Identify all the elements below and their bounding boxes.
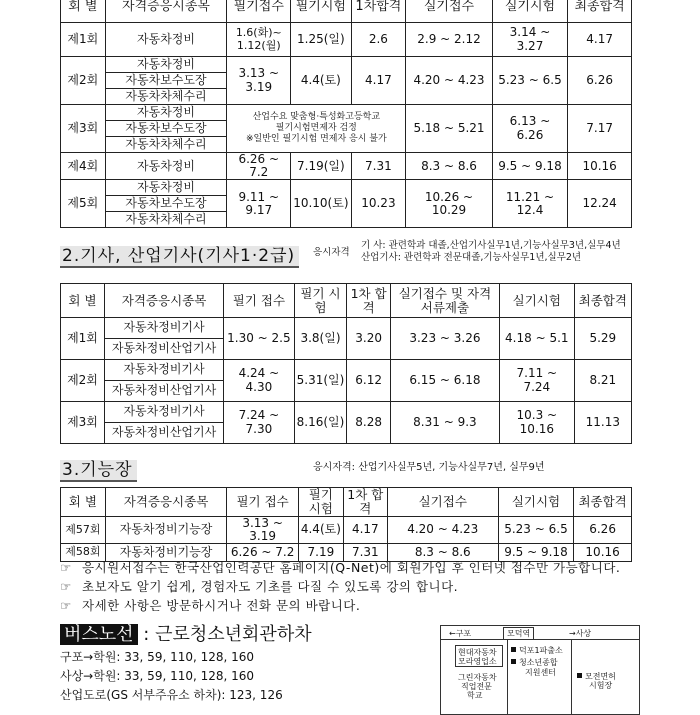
map-label: 모전면허	[585, 672, 616, 681]
bus-route-title	[60, 620, 312, 646]
final-pass-cell: 4.17	[568, 23, 632, 57]
round-cell: 제5회	[61, 180, 106, 228]
final-pass-cell: 5.29	[574, 318, 631, 360]
written-reg-cell: 3.13 ~ 3.19	[227, 516, 299, 543]
practical-exam-cell: 9.5 ~ 9.18	[492, 153, 568, 180]
schedule-table-2	[60, 283, 632, 444]
qualification-line: 응시자격: 산업기사실무5년, 기능사실무7년, 실무9년	[313, 462, 545, 473]
practical-reg-cell: 10.26 ~ 10.29	[406, 180, 492, 228]
map-label: 덕포1파출소	[519, 646, 563, 655]
header-cell: 실기시험	[498, 488, 573, 517]
written-exam-cell: 10.10(토)	[291, 180, 351, 228]
written-exam-cell: 7.19	[298, 543, 343, 561]
practical-exam-cell: 11.21 ~ 12.4	[492, 180, 568, 228]
item-cell: 자동차정비	[105, 23, 227, 57]
round-cell: 제2회	[61, 57, 106, 105]
round-cell: 제58회	[61, 543, 106, 561]
written-reg-cell: 1.30 ~ 2.5	[224, 318, 295, 360]
bus-colon: :	[143, 624, 150, 645]
note-item	[60, 558, 620, 576]
pointing-hand-icon: ☞	[60, 579, 72, 594]
header-cell: 실기접수 및 자격서류제출	[390, 284, 499, 318]
written-reg-cell: 7.24 ~ 7.30	[224, 402, 295, 444]
item-cell: 자동차정비	[105, 180, 227, 196]
practical-reg-cell: 6.15 ~ 6.18	[390, 360, 499, 402]
bus-line: 구포→학원: 33, 59, 110, 128, 160	[60, 650, 255, 664]
bus-line: 사상→학원: 33, 59, 110, 128, 160	[60, 669, 255, 683]
map-label: 직업전문	[461, 682, 492, 691]
item-cell: 자동차정비산업기사	[104, 423, 223, 444]
header-cell: 필기접수	[227, 0, 291, 23]
section-2-title: 2.기사, 산업기사(기사1·2급)	[60, 241, 299, 266]
written-reg-cell: 6.26 ~ 7.2	[227, 153, 291, 180]
practical-exam-cell: 6.13 ~ 6.26	[492, 105, 568, 153]
practical-reg-cell: 2.9 ~ 2.12	[406, 23, 492, 57]
item-cell: 자동차정비기사	[104, 360, 223, 381]
item-cell: 자동차보수도장	[105, 73, 227, 89]
main-road	[441, 639, 639, 640]
practical-exam-cell: 3.14 ~ 3.27	[492, 23, 568, 57]
table-row	[61, 360, 632, 381]
bus-stop-name: 근로청소년회관하차	[155, 624, 312, 645]
header-cell: 실기시험	[492, 0, 568, 23]
practical-reg-cell: 8.31 ~ 9.3	[390, 402, 499, 444]
practical-exam-cell: 9.5 ~ 9.18	[498, 543, 573, 561]
practical-exam-cell: 4.18 ~ 5.1	[499, 318, 574, 360]
written-exam-cell: 5.31(일)	[294, 360, 347, 402]
side-road	[507, 639, 508, 714]
first-pass-cell: 7.31	[343, 543, 387, 561]
header-cell: 최종합격	[568, 0, 632, 23]
header-cell: 회 별	[61, 488, 106, 517]
qualification-line: 산업기사: 관련학과 전문대졸,기능사실무1년,실무2년	[361, 252, 582, 264]
pointing-hand-icon: ☞	[60, 560, 72, 575]
written-reg-cell: 9.11 ~ 9.17	[227, 180, 291, 228]
qualification-details	[361, 240, 621, 265]
qualification-label: 응시자격	[313, 247, 350, 258]
written-reg-cell: 1.6(화)~ 1.12(월)	[227, 23, 291, 57]
written-exam-cell: 4.4(토)	[298, 516, 343, 543]
item-cell: 자동차정비기능장	[105, 516, 227, 543]
header-cell: 최종합격	[574, 488, 632, 517]
note-item	[60, 596, 360, 614]
table-header-row	[61, 488, 632, 517]
first-pass-cell: 2.6	[351, 23, 406, 57]
final-pass-cell: 6.26	[568, 57, 632, 105]
round-cell: 제3회	[61, 402, 105, 444]
header-cell: 1차 합격	[343, 488, 387, 517]
practical-reg-cell: 4.20 ~ 4.23	[406, 57, 492, 105]
first-pass-cell: 4.17	[343, 516, 387, 543]
note-text: 자세한 사항은 방문하시거나 전화 문의 바랍니다.	[82, 598, 361, 613]
map-label-east: →사상	[569, 629, 592, 638]
practical-reg-cell: 8.3 ~ 8.6	[406, 153, 492, 180]
header-cell: 실기접수	[387, 488, 498, 517]
side-road	[571, 639, 572, 714]
final-pass-cell: 10.16	[568, 153, 632, 180]
header-cell: 자격증응시종목	[105, 0, 227, 23]
written-reg-cell: 4.24 ~ 4.30	[224, 360, 295, 402]
map-label-station: 모덕역	[503, 627, 534, 640]
item-cell: 자동차정비산업기사	[104, 381, 223, 402]
written-exam-cell: 1.25(일)	[291, 23, 351, 57]
header-cell: 필기 시험	[298, 488, 343, 517]
pointing-hand-icon: ☞	[60, 598, 72, 613]
note-text: 초보자도 알기 쉽게, 경험자도 기초를 다질 수 있도록 강의 합니다.	[82, 579, 459, 594]
map-label: 모라영업소	[458, 657, 497, 666]
header-cell: 필기 시험	[294, 284, 347, 318]
bus-route-label: 버스노선	[60, 624, 138, 645]
header-cell: 필기 접수	[227, 488, 299, 517]
first-pass-cell: 4.17	[351, 57, 406, 105]
table-row	[61, 318, 632, 339]
header-cell: 회 별	[61, 0, 106, 23]
location-map	[440, 625, 640, 715]
written-exam-cell: 8.16(일)	[294, 402, 347, 444]
item-cell: 자동차보수도장	[105, 196, 227, 212]
header-cell: 1차 합격	[347, 284, 391, 318]
note-item	[60, 577, 458, 595]
qualification-line: 기 사: 관련학과 대졸,산업기사실무1년,기능사실무3년,실무4년	[361, 240, 621, 251]
item-cell: 자동차보수도장	[105, 121, 227, 137]
practical-exam-cell: 10.3 ~ 10.16	[499, 402, 574, 444]
schedule-table-1	[60, 0, 632, 228]
item-cell: 자동차정비기사	[104, 402, 223, 423]
marker-icon	[511, 647, 516, 652]
written-exam-cell: 3.8(일)	[294, 318, 347, 360]
table-header-row	[61, 284, 632, 318]
item-cell: 자동차차체수리	[105, 137, 227, 153]
round-cell: 제2회	[61, 360, 105, 402]
round-cell: 제1회	[61, 23, 106, 57]
map-label: 지원센터	[525, 668, 556, 677]
round-cell: 제1회	[61, 318, 105, 360]
final-pass-cell: 10.16	[574, 543, 632, 561]
table-row	[61, 516, 632, 543]
first-pass-cell: 3.20	[347, 318, 391, 360]
written-reg-cell: 3.13 ~ 3.19	[227, 57, 291, 105]
map-label: 청소년종합	[519, 658, 558, 667]
round-cell: 제4회	[61, 153, 106, 180]
table-row	[61, 57, 632, 73]
map-label: 학교	[467, 691, 483, 700]
marker-icon	[511, 659, 516, 664]
header-cell: 실기접수	[406, 0, 492, 23]
practical-reg-cell: 4.20 ~ 4.23	[387, 516, 498, 543]
note-line: ※일반인 필기시험 면제자 응시 불가	[245, 134, 387, 145]
table-row	[61, 402, 632, 423]
note-line: 산업수요 맞춤형·특성화고등학교	[252, 111, 381, 122]
table-row	[61, 153, 632, 180]
written-reg-cell: 6.26 ~ 7.2	[227, 543, 299, 561]
item-cell: 자동차차체수리	[105, 212, 227, 228]
map-label: 현대자동차	[458, 648, 497, 657]
header-cell: 자격증응시종목	[105, 488, 227, 517]
practical-exam-cell: 5.23 ~ 6.5	[492, 57, 568, 105]
schedule-table-3	[60, 487, 632, 562]
practical-reg-cell: 8.3 ~ 8.6	[387, 543, 498, 561]
final-pass-cell: 6.26	[574, 516, 632, 543]
map-label: 시험장	[589, 681, 613, 690]
header-cell: 자격증응시종목	[104, 284, 223, 318]
item-cell: 자동차차체수리	[105, 89, 227, 105]
item-cell: 자동차정비기능장	[105, 543, 227, 561]
written-exam-cell: 7.19(일)	[291, 153, 351, 180]
practical-exam-cell: 7.11 ~ 7.24	[499, 360, 574, 402]
written-exam-cell: 4.4(토)	[291, 57, 351, 105]
item-cell: 자동차정비산업기사	[104, 339, 223, 360]
note-line: 필기시험면제자 검정	[275, 122, 357, 133]
practical-exam-cell: 5.23 ~ 6.5	[498, 516, 573, 543]
first-pass-cell: 7.31	[351, 153, 406, 180]
map-label-west: ←구포	[449, 629, 472, 638]
first-pass-cell: 10.23	[351, 180, 406, 228]
map-label: 그린자동차	[458, 673, 497, 682]
first-pass-cell: 8.28	[347, 402, 391, 444]
final-pass-cell: 7.17	[568, 105, 632, 153]
header-cell: 회 별	[61, 284, 105, 318]
table-header-row	[61, 0, 632, 23]
item-cell: 자동차정비	[105, 153, 227, 180]
marker-icon	[577, 673, 582, 678]
final-pass-cell: 11.13	[574, 402, 631, 444]
final-pass-cell: 12.24	[568, 180, 632, 228]
table-row	[61, 105, 632, 121]
practical-reg-cell: 5.18 ~ 5.21	[406, 105, 492, 153]
exemption-note-cell	[227, 105, 406, 153]
final-pass-cell: 8.21	[574, 360, 631, 402]
header-cell: 1차합격	[351, 0, 406, 23]
first-pass-cell: 6.12	[347, 360, 391, 402]
item-cell: 자동차정비	[105, 57, 227, 73]
item-cell: 자동차정비	[105, 105, 227, 121]
section-3-title: 3.기능장	[60, 455, 137, 480]
header-cell: 실기시험	[499, 284, 574, 318]
bus-line: 산업도로(GS 서부주유소 하차): 123, 126	[60, 688, 283, 702]
header-cell: 최종합격	[574, 284, 631, 318]
round-cell: 제3회	[61, 105, 106, 153]
table-row	[61, 180, 632, 196]
round-cell: 제57회	[61, 516, 106, 543]
note-text: 응시원서접수는 한국산업인력공단 홈페이지(Q-Net)에 회원가입 후 인터넷 접수만 가능합니다.	[82, 560, 621, 575]
header-cell: 필기시험	[291, 0, 351, 23]
practical-reg-cell: 3.23 ~ 3.26	[390, 318, 499, 360]
header-cell: 필기 접수	[224, 284, 295, 318]
item-cell: 자동차정비기사	[104, 318, 223, 339]
table-row	[61, 23, 632, 57]
